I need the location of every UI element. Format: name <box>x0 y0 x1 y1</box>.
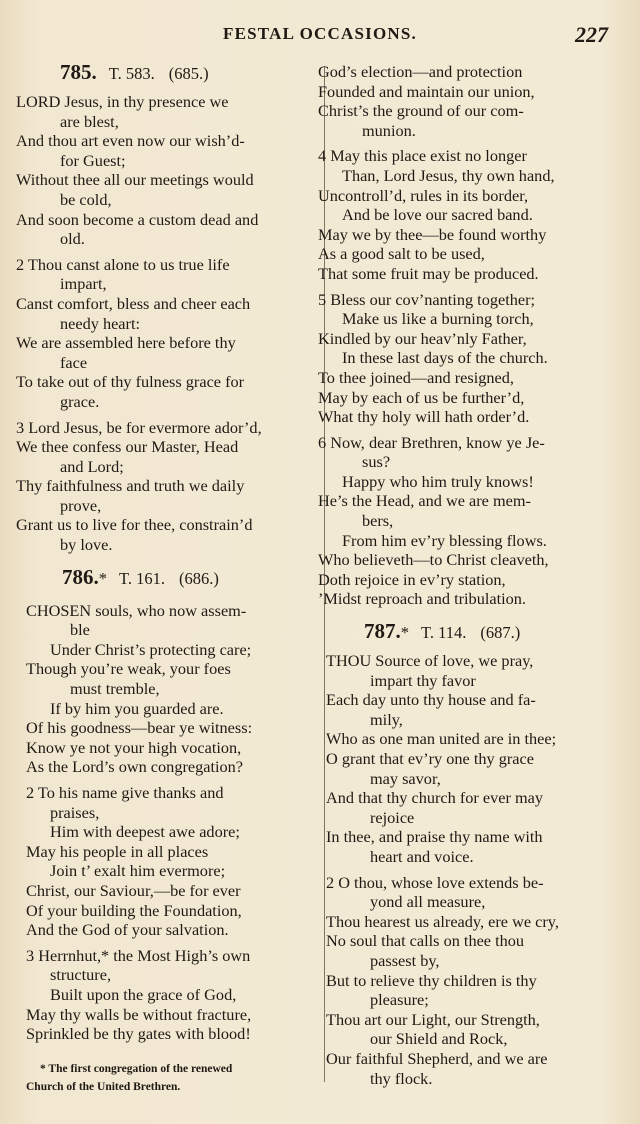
star-mark: * <box>98 568 107 588</box>
verse-line: grace. <box>60 391 100 411</box>
verse-line: heart and voice. <box>370 846 474 866</box>
verse-line: But to relieve thy children is thy <box>326 970 537 990</box>
verse-line: And be love our sacred band. <box>342 205 533 225</box>
hymn-number: 787. <box>364 619 401 644</box>
verse-line: Without thee all our meetings would <box>16 170 254 190</box>
verse-line: Thou hearest us already, ere we cry, <box>326 911 559 931</box>
verse-line: Know ye not your high vocation, <box>26 737 242 757</box>
tune-number: T. 114. <box>421 623 467 643</box>
verse-line: Join t’ exalt him evermore; <box>50 861 226 881</box>
alt-number: (687.) <box>480 623 521 643</box>
verse-line: What thy holy will hath order’d. <box>318 407 530 427</box>
verse-line: Of his goodness—bear ye witness: <box>26 718 253 738</box>
verse-line: Kindled by our heav’nly Father, <box>318 328 527 348</box>
verse-line: Though you’re weak, your foes <box>26 659 231 679</box>
verse-line: by love. <box>60 535 113 555</box>
verse-line: praises, <box>50 802 100 822</box>
spacer <box>16 555 318 565</box>
verse-line: No soul that calls on thee thou <box>326 931 525 951</box>
verse-line: 3 Lord Jesus, be for evermore ador’d, <box>16 417 262 437</box>
spacer <box>318 609 622 619</box>
page-number: 227 <box>575 22 608 47</box>
verse-line: In thee, and praise thy name with <box>326 827 543 847</box>
verse-line: THOU Source of love, we pray, <box>326 651 534 671</box>
verse-line: sus? <box>362 452 391 472</box>
hymn-number: 786. <box>62 564 99 589</box>
verse-line: 6 Now, dear Brethren, know ye Je- <box>318 432 545 452</box>
verse-line: Happy who him truly knows! <box>342 471 534 491</box>
footnote <box>16 1060 318 1096</box>
verse-line: may savor, <box>370 768 441 788</box>
verse-line: LORD Jesus, in thy presence we <box>16 92 229 111</box>
right-column <box>318 62 622 1088</box>
verse-line: May thy walls be without fracture, <box>26 1004 252 1024</box>
verse-line: thy flock. <box>370 1068 433 1088</box>
verse-line: Doth rejoice in ev’ry station, <box>318 569 506 589</box>
hymn-786-heading <box>16 565 318 591</box>
verse-line: Than, Lord Jesus, thy own hand, <box>342 165 555 185</box>
hymn-786-text <box>16 601 318 1044</box>
hymn-number: 785. <box>60 60 97 84</box>
verse-line: needy heart: <box>60 313 141 333</box>
hymn-786-continuation <box>318 62 622 609</box>
verse-line: 5 Bless our cov’nanting together; <box>318 289 536 309</box>
verse-line: Each day unto thy house and fa- <box>326 690 536 710</box>
verse-line: passest by, <box>370 950 440 970</box>
verse-line: 2 Thou canst alone to us true life <box>16 254 230 274</box>
verse-line: old. <box>60 229 85 249</box>
verse-line: May we by thee—be found worthy <box>318 224 547 244</box>
verse-line: Make us like a burning torch, <box>342 309 534 329</box>
verse-line: And that thy church for ever may <box>326 788 544 808</box>
verse-line: our Shield and Rock, <box>370 1029 508 1049</box>
verse-line: Founded and maintain our union, <box>318 81 535 101</box>
verse-line: CHOSEN souls, who now assem- <box>26 600 247 620</box>
verse-line: As a good salt to be used, <box>318 244 485 264</box>
verse-line: May by each of us be further’d, <box>318 387 525 407</box>
verse-line: and Lord; <box>60 456 124 476</box>
verse-line: Uncontroll’d, rules in its border, <box>318 185 529 205</box>
verse-line: Who believeth—to Christ cleaveth, <box>318 550 549 570</box>
verse-line: Sprinkled be thy gates with blood! <box>26 1024 251 1044</box>
verse-line: munion. <box>362 120 416 140</box>
verse-line: Thou art our Light, our Strength, <box>326 1009 540 1029</box>
verse-line: Who as one man united are in thee; <box>326 729 557 749</box>
footnote-line: * The first congregation of the renewed <box>40 1062 233 1075</box>
verse-line: God’s election—and protection <box>318 62 523 81</box>
verse-line: Grant us to live for thee, constrain’d <box>16 515 253 535</box>
left-column <box>16 60 318 1096</box>
verse-line: O grant that ev’ry one thy grace <box>326 749 534 768</box>
page-header <box>0 22 640 52</box>
verse-line: are blest, <box>60 111 119 131</box>
alt-number: (686.) <box>178 568 219 588</box>
verse-line: If by him you guarded are. <box>50 698 224 718</box>
verse-line: must tremble, <box>70 679 160 699</box>
hymn-785-heading <box>16 60 318 86</box>
tune-number: T. 583. <box>108 64 155 83</box>
tune-number: T. 161. <box>119 568 165 588</box>
verse-line: ble <box>70 620 90 640</box>
verse-line: for Guest; <box>60 150 126 170</box>
verse-line: Christ, our Saviour,—be for ever <box>26 880 241 900</box>
footnote-line: Church of the United Brethren. <box>26 1080 181 1093</box>
verse-line: May his people in all places <box>26 841 209 861</box>
verse-line: To take out of thy fulness grace for <box>16 372 245 392</box>
verse-line: prove, <box>60 495 102 515</box>
verse-line: In these last days of the church. <box>342 348 548 368</box>
verse-line: Our faithful Shepherd, and we are <box>326 1048 548 1068</box>
verse-line: pleasure; <box>370 990 429 1010</box>
verse-line: ’Midst reproach and tribulation. <box>318 589 526 609</box>
verse-line: And soon become a custom dead and <box>16 209 259 229</box>
verse-line: 3 Herrnhut,* the Most High’s own <box>26 945 251 965</box>
verse-line: yond all measure, <box>370 892 486 912</box>
verse-line: rejoice <box>370 807 415 827</box>
verse-line: As the Lord’s own congregation? <box>26 757 244 777</box>
verse-line: face <box>60 352 88 372</box>
verse-line: impart, <box>60 274 107 294</box>
verse-line: He’s the Head, and we are mem- <box>318 491 531 511</box>
verse-line: mily, <box>370 709 403 729</box>
spacer <box>16 591 318 601</box>
verse-line: 4 May this place exist no longer <box>318 146 527 166</box>
verse-line: 2 To his name give thanks and <box>26 783 224 802</box>
verse-line: To thee joined—and resigned, <box>318 367 514 387</box>
hymn-785-text <box>16 92 318 555</box>
verse-line: Thy faithfulness and truth we daily <box>16 476 245 496</box>
verse-line: 2 O thou, whose love extends be- <box>326 872 544 892</box>
verse-line: That some fruit may be produced. <box>318 263 539 283</box>
hymn-787-text <box>318 651 622 1088</box>
running-title: FESTAL OCCASIONS. <box>223 24 417 43</box>
verse-line: Canst comfort, bless and cheer each <box>16 293 251 313</box>
verse-line: And the God of your salvation. <box>26 920 229 940</box>
verse-line: Under Christ’s protecting care; <box>50 639 252 659</box>
verse-line: From him ev’ry blessing flows. <box>342 530 547 550</box>
verse-line: bers, <box>362 511 394 531</box>
star-mark: * <box>400 623 409 643</box>
verse-line: Christ’s the ground of our com- <box>318 101 524 121</box>
verse-line: We thee confess our Master, Head <box>16 437 239 457</box>
verse-line: Him with deepest awe adore; <box>50 822 240 842</box>
verse-line: structure, <box>50 965 112 985</box>
verse-line: Of your building the Foundation, <box>26 900 242 920</box>
verse-line: be cold, <box>60 189 112 209</box>
alt-number: (685.) <box>168 64 209 83</box>
verse-line: We are assembled here before thy <box>16 333 236 353</box>
verse-line: Built upon the grace of God, <box>50 984 237 1004</box>
verse-line: impart thy favor <box>370 670 476 690</box>
hymn-787-heading <box>318 619 622 645</box>
verse-line: And thou art even now our wish’d- <box>16 131 245 151</box>
